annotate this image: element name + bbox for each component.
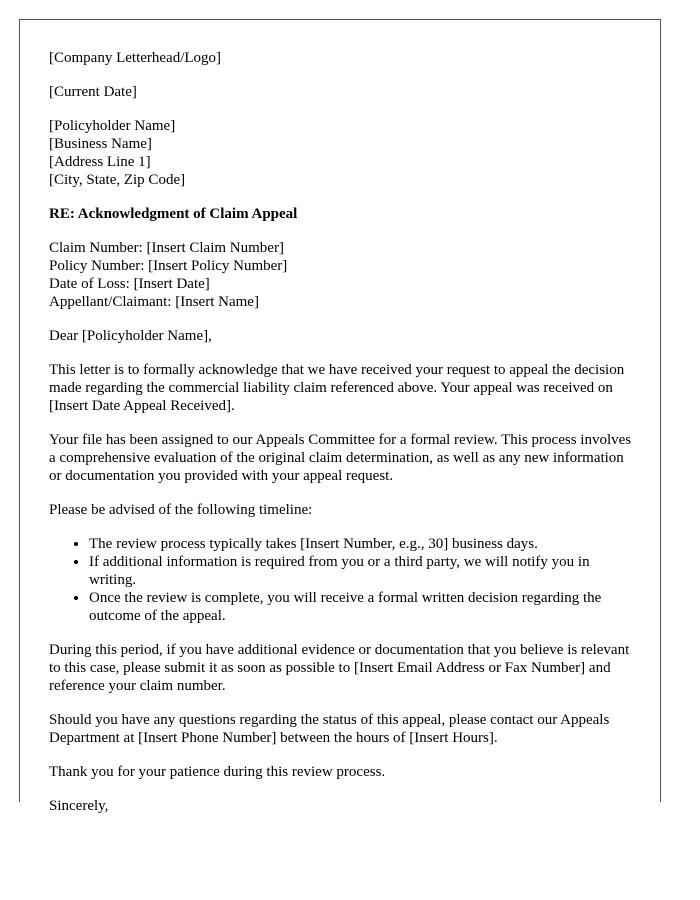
closing: Sincerely,	[49, 798, 109, 814]
timeline-intro: Please be advised of the following timeline:	[49, 502, 313, 518]
body-paragraph-acknowledgment: This letter is to formally acknowledge that we have received your request to appeal the decision made regarding the commercial liability claim referenced above. Your appeal was received on [Insert Date Appeal Received].	[49, 362, 625, 414]
body-paragraph-thanks: Thank you for your patience during this review process.	[49, 764, 386, 780]
claim-details	[49, 239, 639, 311]
timeline-item: • Once the review is complete, you will receive a formal written decision regarding the outcome of the appeal.	[89, 589, 639, 625]
body-paragraph-review: Your file has been assigned to our Appeals Committee for a formal review. This process involves a comprehensive evaluation of the original claim determination, as well as any new information or documentation you provided with your appeal request.	[49, 432, 632, 484]
date-of-loss: Date of Loss: [Insert Date]	[49, 276, 210, 292]
policy-number: Policy Number: [Insert Policy Number]	[49, 258, 288, 274]
subject-line: RE: Acknowledgment of Claim Appeal	[49, 206, 298, 222]
appellant-claimant: Appellant/Claimant: [Insert Name]	[49, 294, 259, 310]
claim-number: Claim Number: [Insert Claim Number]	[49, 240, 284, 256]
timeline-item: • The review process typically takes [Insert Number, e.g., 30] business days.	[89, 535, 639, 553]
letterhead: [Company Letterhead/Logo]	[49, 50, 222, 66]
recipient-business: [Business Name]	[49, 136, 152, 152]
timeline-list	[49, 535, 639, 625]
recipient-address-line: [Address Line 1]	[49, 154, 151, 170]
letter-date: [Current Date]	[49, 84, 137, 100]
letter-page	[19, 19, 661, 814]
salutation: Dear [Policyholder Name],	[49, 328, 212, 344]
recipient-address	[49, 117, 639, 189]
recipient-name: [Policyholder Name]	[49, 118, 176, 134]
recipient-city-state-zip: [City, State, Zip Code]	[49, 172, 186, 188]
body-paragraph-contact: Should you have any questions regarding the status of this appeal, please contact our Appeals Department at [Insert Phone Number] between the hours of [Insert Hours].	[49, 712, 610, 746]
body-paragraph-evidence: During this period, if you have additional evidence or documentation that you believe is relevant to this case, please submit it as soon as possible to [Insert Email Address or Fax Number] and reference your claim number.	[49, 642, 630, 694]
letter-content	[49, 49, 639, 831]
timeline-item: • If additional information is required from you or a third party, we will notify you in writing.	[89, 553, 639, 589]
